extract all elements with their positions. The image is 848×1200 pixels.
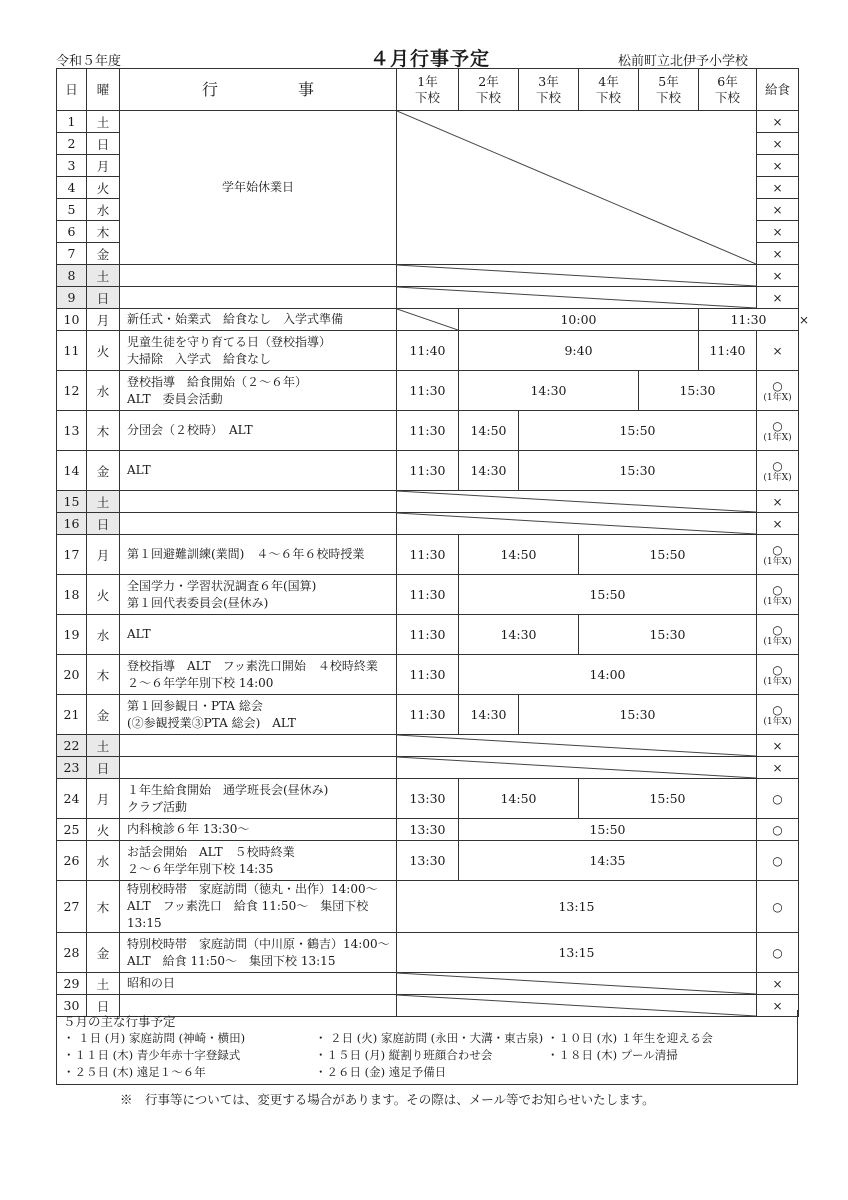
- col-grade-2: 2年 下校: [459, 69, 519, 111]
- may-event-item: ・ １日 (月) 家庭訪問 (神崎・横田): [63, 1031, 246, 1045]
- lunch-cell: [757, 513, 799, 535]
- lunch-cell: [757, 735, 799, 757]
- lunch-cell: [757, 841, 799, 881]
- may-event-item: ・２５日 (木) 遠足１～６年: [63, 1065, 206, 1079]
- dismissal-time: 13:15: [397, 881, 757, 933]
- day-cell: 12: [57, 371, 87, 411]
- no-school-diagonal: [397, 287, 757, 309]
- lunch-note: (1年X): [763, 597, 792, 607]
- no-school-diagonal: [397, 757, 757, 779]
- dismissal-time: 15:30: [519, 695, 757, 735]
- day-cell: 21: [57, 695, 87, 735]
- no-school-diagonal: [397, 111, 757, 265]
- weekday-cell: 金: [87, 243, 120, 265]
- event-cell: [120, 695, 397, 735]
- change-notice: ※ 行事等については、変更する場合があります。その際は、メール等でお知らせいたします。: [120, 1092, 655, 1107]
- lunch-yes-mark: ○: [772, 823, 783, 837]
- event-cell: [120, 513, 397, 535]
- col-grade-5: 5年 下校: [639, 69, 699, 111]
- event-cell: [120, 735, 397, 757]
- col-grade-1: 1年 下校: [397, 69, 459, 111]
- lunch-note: (1年X): [763, 473, 792, 483]
- event-cell: [120, 575, 397, 615]
- day-cell: 6: [57, 221, 87, 243]
- weekday-cell: 木: [87, 655, 120, 695]
- lunch-cell: [757, 221, 799, 243]
- event-line: ALT 給食 11:50～ 集団下校 13:15: [127, 953, 336, 968]
- event-line: 分団会（２校時） ALT: [127, 423, 253, 437]
- lunch-cell: [757, 933, 799, 973]
- event-cell: [120, 779, 397, 819]
- may-event-item: ・２６日 (金) 遠足予備日: [315, 1065, 447, 1079]
- event-cell: [120, 491, 397, 513]
- dismissal-time: 11:30: [397, 411, 459, 451]
- event-cell-merged: 学年始休業日: [120, 111, 397, 265]
- lunch-cell: [757, 155, 799, 177]
- day-cell: 22: [57, 735, 87, 757]
- no-school-diagonal: [397, 265, 757, 287]
- dismissal-time: 14:30: [459, 371, 639, 411]
- day-cell: 8: [57, 265, 87, 287]
- event-cell: [120, 841, 397, 881]
- weekday-cell: 水: [87, 841, 120, 881]
- weekday-cell: 月: [87, 779, 120, 819]
- table-row: [57, 451, 799, 491]
- table-row: [57, 881, 799, 933]
- day-cell: 19: [57, 615, 87, 655]
- lunch-no-mark: ×: [772, 739, 783, 753]
- day-cell: 14: [57, 451, 87, 491]
- lunch-cell: [757, 411, 799, 451]
- dismissal-time: 11:40: [699, 331, 757, 371]
- dismissal-time: 11:30: [397, 695, 459, 735]
- weekday-cell: 月: [87, 155, 120, 177]
- lunch-cell: [757, 177, 799, 199]
- event-cell: [120, 819, 397, 841]
- lunch-cell: [757, 757, 799, 779]
- day-cell: 3: [57, 155, 87, 177]
- lunch-cell: [757, 655, 799, 695]
- lunch-yes-mark: ○: [772, 583, 783, 597]
- event-line: クラブ活動: [127, 799, 188, 814]
- lunch-cell: [757, 973, 799, 995]
- dismissal-time: [397, 309, 459, 331]
- lunch-note: (1年X): [763, 637, 792, 647]
- fiscal-year: 令和５年度: [56, 54, 122, 69]
- event-cell: [120, 309, 397, 331]
- dismissal-time: 14:00: [459, 655, 757, 695]
- dismissal-time: 11:30: [397, 655, 459, 695]
- weekday-cell: 日: [87, 513, 120, 535]
- lunch-yes-mark: ○: [772, 792, 783, 806]
- lunch-no-mark: ×: [772, 269, 783, 283]
- day-cell: 25: [57, 819, 87, 841]
- event-line: １年生給食開始 通学班長会(昼休み): [127, 782, 329, 797]
- lunch-cell: [757, 111, 799, 133]
- dismissal-time: 15:50: [579, 779, 757, 819]
- lunch-cell: [757, 881, 799, 933]
- day-cell: 1: [57, 111, 87, 133]
- event-line: (②参観授業③PTA 総会) ALT: [127, 715, 296, 730]
- event-line: ２～６年学年別下校 14:00: [127, 675, 274, 690]
- table-row: [57, 779, 799, 819]
- lunch-yes-mark: ○: [772, 623, 783, 637]
- table-row: [57, 973, 799, 995]
- lunch-cell: [757, 199, 799, 221]
- lunch-cell: [757, 371, 799, 411]
- lunch-no-mark: ×: [772, 291, 783, 305]
- dismissal-time: 13:15: [397, 933, 757, 973]
- may-events-box: [56, 1010, 798, 1085]
- event-line: 第１回避難訓練(業間) ４～６年６校時授業: [127, 547, 365, 561]
- lunch-no-mark: ×: [772, 203, 783, 217]
- dismissal-time: 11:30: [397, 451, 459, 491]
- lunch-cell: [757, 695, 799, 735]
- table-row: [57, 111, 799, 133]
- event-cell: [120, 973, 397, 995]
- col-grade-3: 3年 下校: [519, 69, 579, 111]
- dismissal-time: 14:50: [459, 411, 519, 451]
- event-line: 昭和の日: [127, 976, 176, 990]
- day-cell: 9: [57, 287, 87, 309]
- lunch-no-mark: ×: [772, 495, 783, 509]
- event-line: ALT: [127, 627, 151, 641]
- lunch-no-mark: ×: [772, 344, 783, 358]
- lunch-no-mark: ×: [799, 313, 810, 327]
- dismissal-time: 14:30: [459, 615, 579, 655]
- event-cell: [120, 655, 397, 695]
- lunch-no-mark: ×: [772, 999, 783, 1013]
- lunch-note: (1年X): [763, 717, 792, 727]
- dismissal-time: 14:35: [459, 841, 757, 881]
- event-cell: [120, 933, 397, 973]
- col-weekday: 曜: [87, 69, 120, 111]
- table-row: [57, 933, 799, 973]
- lunch-cell: [757, 491, 799, 513]
- weekday-cell: 火: [87, 177, 120, 199]
- day-cell: 24: [57, 779, 87, 819]
- event-cell: [120, 371, 397, 411]
- weekday-cell: 水: [87, 371, 120, 411]
- page-title: ４月行事予定: [369, 48, 490, 70]
- col-lunch: 給食: [757, 69, 799, 111]
- event-line: 特別校時帯 家庭訪問（中川原・鶴吉）14:00～: [127, 936, 390, 951]
- weekday-cell: 日: [87, 757, 120, 779]
- weekday-cell: 日: [87, 287, 120, 309]
- may-event-item: ・ ２日 (火) 家庭訪問 (永田・大溝・東古泉): [315, 1031, 544, 1045]
- day-cell: 18: [57, 575, 87, 615]
- school-name: 松前町立北伊予小学校: [618, 54, 749, 69]
- event-line: 登校指導 ALT フッ素洗口開始 ４校時終業: [127, 658, 378, 673]
- day-cell: 27: [57, 881, 87, 933]
- lunch-cell: [757, 615, 799, 655]
- table-row: [57, 491, 799, 513]
- weekday-cell: 土: [87, 265, 120, 287]
- event-line: 特別校時帯 家庭訪問（徳丸・出作）14:00～: [127, 882, 378, 896]
- dismissal-time: 11:30: [397, 535, 459, 575]
- weekday-cell: 木: [87, 221, 120, 243]
- event-cell: [120, 331, 397, 371]
- dismissal-time: 14:30: [459, 451, 519, 491]
- lunch-cell: [757, 265, 799, 287]
- dismissal-time: 11:30: [397, 615, 459, 655]
- lunch-cell: [757, 287, 799, 309]
- event-line: 新任式・始業式 給食なし 入学式準備: [127, 312, 344, 326]
- col-grade-6: 6年 下校: [699, 69, 757, 111]
- lunch-no-mark: ×: [772, 517, 783, 531]
- day-cell: 23: [57, 757, 87, 779]
- dismissal-time: 15:50: [459, 575, 757, 615]
- lunch-cell: [757, 575, 799, 615]
- may-event-item: ・１８日 (木) プール清掃: [547, 1048, 678, 1062]
- event-cell: [120, 451, 397, 491]
- day-cell: 5: [57, 199, 87, 221]
- dismissal-time: 11:40: [397, 331, 459, 371]
- may-events-title: ５月の主な行事予定: [63, 1014, 176, 1029]
- event-cell: [120, 881, 397, 933]
- lunch-cell: [757, 243, 799, 265]
- lunch-cell: [757, 331, 799, 371]
- event-line: ALT: [127, 463, 151, 477]
- lunch-note: (1年X): [763, 393, 792, 403]
- table-row: [57, 309, 799, 331]
- lunch-yes-mark: ○: [772, 419, 783, 433]
- lunch-cell: [757, 819, 799, 841]
- lunch-yes-mark: ○: [772, 854, 783, 868]
- lunch-no-mark: ×: [772, 159, 783, 173]
- lunch-yes-mark: ○: [772, 379, 783, 393]
- no-school-diagonal: [397, 491, 757, 513]
- lunch-cell: [757, 451, 799, 491]
- dismissal-time: 15:30: [519, 451, 757, 491]
- may-event-item: ・１０日 (水) １年生を迎える会: [547, 1031, 713, 1045]
- dismissal-time: 11:30: [699, 309, 799, 331]
- weekday-cell: 火: [87, 575, 120, 615]
- event-line: 登校指導 給食開始（２～６年）: [127, 374, 308, 389]
- lunch-note: (1年X): [763, 557, 792, 567]
- dismissal-time: 11:30: [397, 575, 459, 615]
- weekday-cell: 月: [87, 535, 120, 575]
- event-line: ALT フッ素洗口 給食 11:50～ 集団下校 13:15: [127, 899, 369, 930]
- col-event: 行 事: [120, 69, 397, 111]
- dismissal-time: 9:40: [459, 331, 699, 371]
- day-cell: 4: [57, 177, 87, 199]
- weekday-cell: 木: [87, 881, 120, 933]
- day-cell: 16: [57, 513, 87, 535]
- dismissal-time: 10:00: [459, 309, 699, 331]
- event-line: 第１回代表委員会(昼休み): [127, 595, 269, 610]
- event-line: 全国学力・学習状況調査６年(国算): [127, 578, 317, 593]
- lunch-note: (1年X): [763, 433, 792, 443]
- lunch-no-mark: ×: [772, 225, 783, 239]
- day-cell: 30: [57, 995, 87, 1017]
- lunch-no-mark: ×: [772, 137, 783, 151]
- event-line: 内科検診６年 13:30～: [127, 822, 250, 836]
- event-cell: [120, 265, 397, 287]
- col-grade-4: 4年 下校: [579, 69, 639, 111]
- weekday-cell: 月: [87, 309, 120, 331]
- dismissal-time: 15:50: [459, 819, 757, 841]
- day-cell: 26: [57, 841, 87, 881]
- table-row: [57, 371, 799, 411]
- event-line: 児童生徒を守り育てる日（登校指導）: [127, 334, 332, 349]
- weekday-cell: 日: [87, 995, 120, 1017]
- lunch-note: (1年X): [763, 677, 792, 687]
- table-row: [57, 655, 799, 695]
- dismissal-time: 13:30: [397, 819, 459, 841]
- day-cell: 15: [57, 491, 87, 513]
- table-row: [57, 819, 799, 841]
- event-line: ALT 委員会活動: [127, 391, 223, 406]
- day-cell: 2: [57, 133, 87, 155]
- may-event-item: ・１１日 (木) 青少年赤十字登録式: [63, 1048, 241, 1062]
- table-row: [57, 757, 799, 779]
- lunch-no-mark: ×: [772, 247, 783, 261]
- table-row: [57, 535, 799, 575]
- table-row: [57, 615, 799, 655]
- col-day: 日: [57, 69, 87, 111]
- lunch-no-mark: ×: [772, 181, 783, 195]
- lunch-cell: [757, 535, 799, 575]
- no-school-diagonal: [397, 973, 757, 995]
- weekday-cell: 土: [87, 973, 120, 995]
- weekday-cell: 金: [87, 451, 120, 491]
- event-cell: [120, 287, 397, 309]
- dismissal-time: 14:50: [459, 535, 579, 575]
- dismissal-time: 14:30: [459, 695, 519, 735]
- table-row: [57, 735, 799, 757]
- event-line: 大掃除 入学式 給食なし: [127, 351, 272, 366]
- dismissal-time: 15:30: [639, 371, 757, 411]
- day-cell: 11: [57, 331, 87, 371]
- dismissal-time: 15:50: [519, 411, 757, 451]
- lunch-no-mark: ×: [772, 115, 783, 129]
- dismissal-time: 11:30: [397, 371, 459, 411]
- lunch-no-mark: ×: [772, 761, 783, 775]
- weekday-cell: 日: [87, 133, 120, 155]
- weekday-cell: 金: [87, 933, 120, 973]
- weekday-cell: 土: [87, 111, 120, 133]
- dismissal-time: 15:50: [579, 535, 757, 575]
- weekday-cell: 金: [87, 695, 120, 735]
- event-cell: [120, 535, 397, 575]
- day-cell: 29: [57, 973, 87, 995]
- table-row: [57, 287, 799, 309]
- lunch-cell: [757, 133, 799, 155]
- weekday-cell: 土: [87, 735, 120, 757]
- table-row: [57, 331, 799, 371]
- table-row: [57, 841, 799, 881]
- day-cell: 28: [57, 933, 87, 973]
- dismissal-time: 13:30: [397, 841, 459, 881]
- lunch-yes-mark: ○: [772, 543, 783, 557]
- lunch-yes-mark: ○: [772, 900, 783, 914]
- event-line: ２～６年学年別下校 14:35: [127, 861, 274, 876]
- no-school-diagonal: [397, 735, 757, 757]
- may-event-item: ・１５日 (月) 縦割り班顔合わせ会: [315, 1048, 493, 1062]
- event-line: お話会開始 ALT ５校時終業: [127, 844, 295, 859]
- table-row: [57, 265, 799, 287]
- dismissal-time: 15:30: [579, 615, 757, 655]
- event-cell: [120, 757, 397, 779]
- event-line: 第１回参観日・PTA 総会: [127, 698, 263, 713]
- day-cell: 10: [57, 309, 87, 331]
- table-row: [57, 575, 799, 615]
- weekday-cell: 火: [87, 819, 120, 841]
- lunch-yes-mark: ○: [772, 459, 783, 473]
- weekday-cell: 水: [87, 615, 120, 655]
- weekday-cell: 火: [87, 331, 120, 371]
- lunch-yes-mark: ○: [772, 703, 783, 717]
- lunch-cell: [757, 779, 799, 819]
- lunch-yes-mark: ○: [772, 946, 783, 960]
- day-cell: 17: [57, 535, 87, 575]
- weekday-cell: 木: [87, 411, 120, 451]
- event-cell: [120, 615, 397, 655]
- event-cell: [120, 411, 397, 451]
- day-cell: 20: [57, 655, 87, 695]
- table-row: [57, 695, 799, 735]
- weekday-cell: 水: [87, 199, 120, 221]
- table-row: [57, 513, 799, 535]
- day-cell: 13: [57, 411, 87, 451]
- schedule-table: [56, 68, 810, 1017]
- header-row: [57, 69, 799, 111]
- lunch-yes-mark: ○: [772, 663, 783, 677]
- weekday-cell: 土: [87, 491, 120, 513]
- lunch-no-mark: ×: [772, 977, 783, 991]
- table-row: [57, 411, 799, 451]
- day-cell: 7: [57, 243, 87, 265]
- dismissal-time: 13:30: [397, 779, 459, 819]
- no-school-diagonal: [397, 513, 757, 535]
- dismissal-time: 14:50: [459, 779, 579, 819]
